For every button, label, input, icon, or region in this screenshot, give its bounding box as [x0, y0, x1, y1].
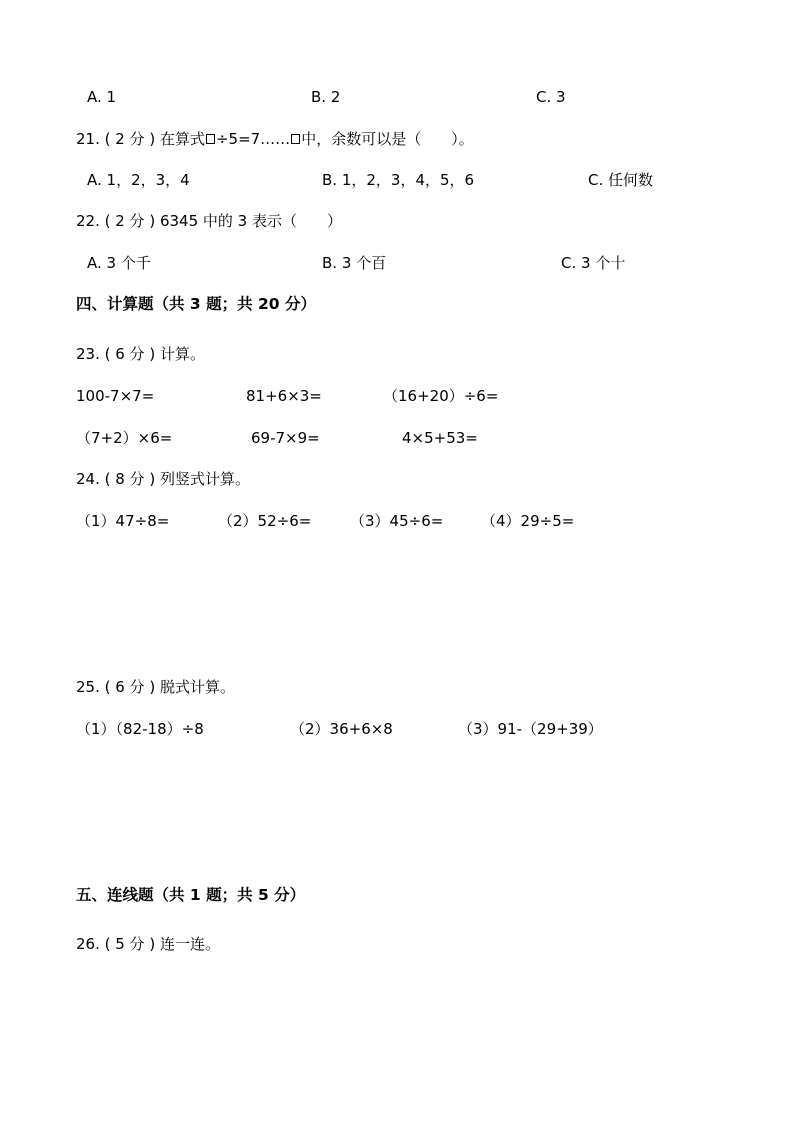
q21-suffix: 中，余数可以是（ ）。 [301, 130, 474, 148]
q23-expr: （7+2）×6= [76, 429, 173, 447]
q20-option-c: C. 3 [536, 88, 566, 106]
q20-option-a: A. 1 [87, 88, 117, 106]
q24-item: （2）52÷6= [218, 512, 312, 530]
q21-prefix: 21. ( 2 分 ) 在算式 [76, 130, 205, 148]
q22-question: 22. ( 2 分 ) 6345 中的 3 表示（ ） [76, 212, 342, 230]
q25-item: （3）91-（29+39） [458, 720, 603, 738]
q23-expr: （16+20）÷6= [383, 387, 499, 405]
q21-mid: ÷5=7…… [215, 130, 291, 148]
section-4-heading: 四、计算题（共 3 题；共 20 分） [76, 295, 316, 313]
section-5-heading: 五、连线题（共 1 题；共 5 分） [76, 886, 306, 904]
q24-item: （4）29÷5= [481, 512, 575, 530]
q22-option-b: B. 3 个百 [322, 254, 387, 272]
blank-box-icon [206, 134, 215, 144]
q21-question [76, 129, 474, 149]
q24-question: 24. ( 8 分 ) 列竖式计算。 [76, 470, 250, 488]
q24-item: （3）45÷6= [350, 512, 444, 530]
q21-option-b: B. 1，2，3，4，5，6 [322, 171, 475, 189]
q21-option-a: A. 1，2，3，4 [87, 171, 190, 189]
q20-option-b: B. 2 [311, 88, 341, 106]
q22-option-a: A. 3 个千 [87, 254, 151, 272]
q23-expr: 81+6×3= [246, 387, 322, 405]
q23-expr: 100-7×7= [76, 387, 155, 405]
q21-option-c: C. 任何数 [588, 171, 654, 189]
q25-item: （2）36+6×8 [290, 720, 393, 738]
q25-item: （1）（82-18）÷8 [76, 720, 204, 738]
q23-expr: 4×5+53= [402, 429, 478, 447]
blank-box-icon [291, 134, 300, 144]
q23-expr: 69-7×9= [251, 429, 320, 447]
q23-question: 23. ( 6 分 ) 计算。 [76, 345, 205, 363]
q22-option-c: C. 3 个十 [561, 254, 626, 272]
q26-question: 26. ( 5 分 ) 连一连。 [76, 935, 220, 953]
q25-question: 25. ( 6 分 ) 脱式计算。 [76, 678, 235, 696]
q24-item: （1）47÷8= [76, 512, 170, 530]
